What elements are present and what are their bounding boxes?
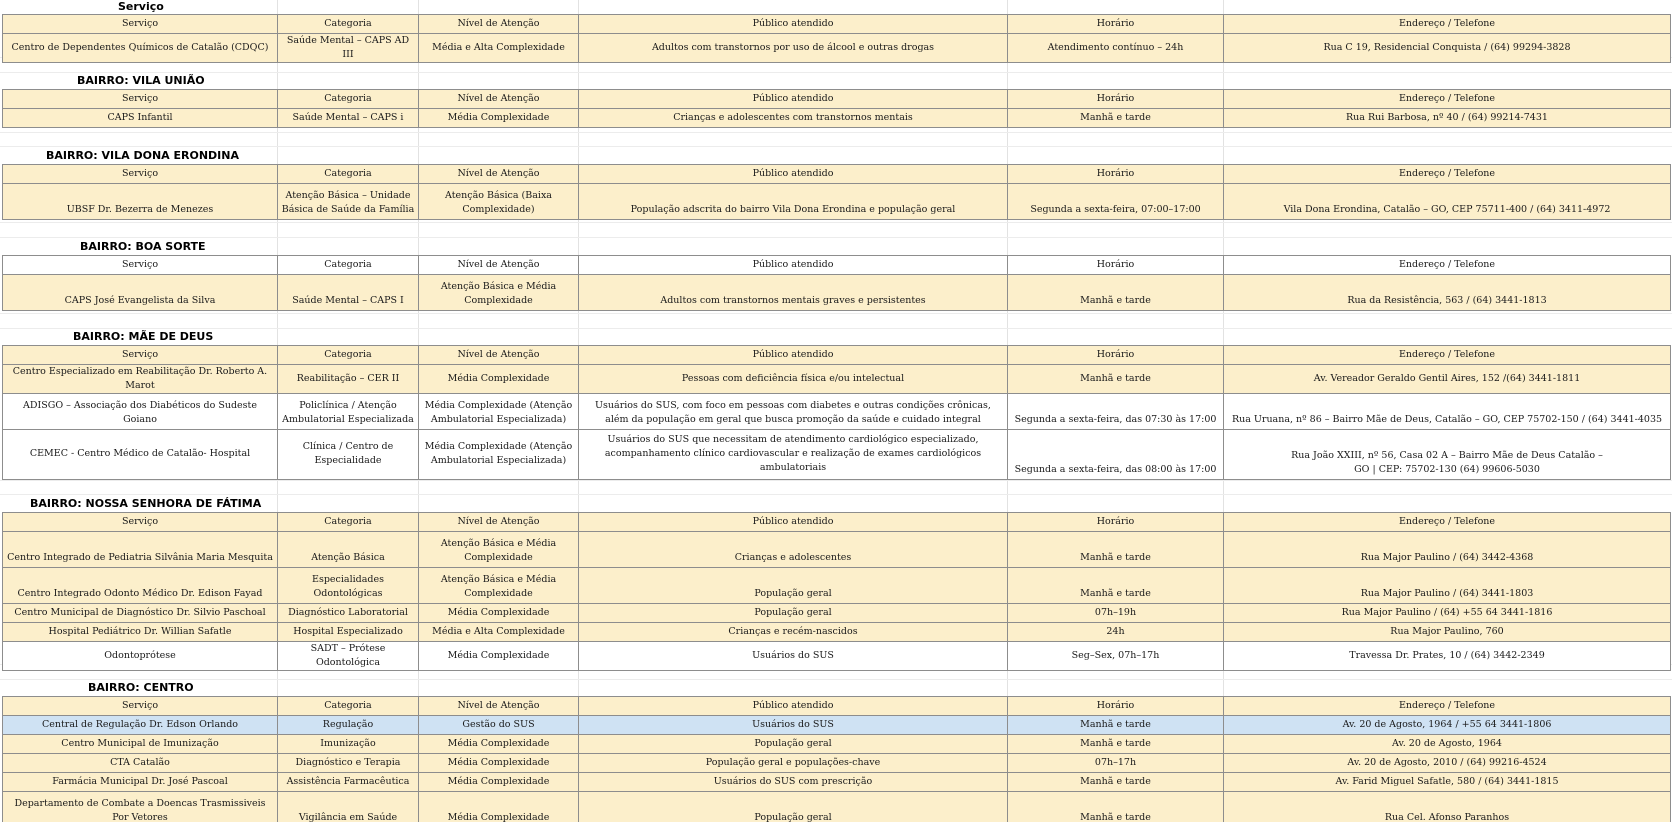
cell-servico: UBSF Dr. Bezerra de Menezes	[3, 184, 278, 220]
header-cell-endereco: Endereço / Telefone	[1224, 256, 1671, 275]
row-guide	[0, 679, 1672, 680]
cell-publico: População geral	[579, 604, 1008, 623]
cell-publico: Usuários do SUS com prescrição	[579, 773, 1008, 792]
cell-endereco: Av. Farid Miguel Safatle, 580 / (64) 3441-1815	[1224, 773, 1671, 792]
cell-endereco: Rua C 19, Residencial Conquista / (64) 99294-3828	[1224, 34, 1671, 63]
cell-publico: Usuários do SUS, com foco em pessoas com diabetes e outras condições crônicas, além da população em geral que busca promoção da saúde e cuidado integral	[579, 394, 1008, 430]
cell-horario: 07h–19h	[1008, 604, 1224, 623]
header-row	[3, 513, 1671, 532]
header-cell-servico: Serviço	[3, 697, 278, 716]
table-row	[3, 773, 1671, 792]
header-cell-categoria: Categoria	[278, 165, 419, 184]
cell-publico: Crianças e adolescentes	[579, 532, 1008, 568]
cell-publico: Adultos com transtornos mentais graves e persistentes	[579, 275, 1008, 311]
header-cell-servico: Serviço	[3, 165, 278, 184]
cell-nivel: Atenção Básica e Média Complexidade	[419, 568, 579, 604]
header-cell-horario: Horário	[1008, 697, 1224, 716]
table-row	[3, 394, 1671, 430]
cell-horario: Manhã e tarde	[1008, 568, 1224, 604]
header-cell-endereco: Endereço / Telefone	[1224, 697, 1671, 716]
services-table	[2, 512, 1671, 671]
cell-nivel: Média Complexidade	[419, 735, 579, 754]
cell-categoria: SADT – Prótese Odontológica	[278, 642, 419, 671]
header-cell-servico: Serviço	[3, 513, 278, 532]
cell-endereco: Rua Major Paulino, 760	[1224, 623, 1671, 642]
cell-servico: ADISGO – Associação dos Diabéticos do Sudeste Goiano	[3, 394, 278, 430]
header-row	[3, 15, 1671, 34]
cell-servico: Odontoprótese	[3, 642, 278, 671]
cell-horario: Manhã e tarde	[1008, 532, 1224, 568]
cell-endereco: Rua Uruana, nº 86 – Bairro Mãe de Deus, Catalão – GO, CEP 75702-150 / (64) 3441-4035	[1224, 394, 1671, 430]
cell-horario: Segunda a sexta-feira, das 07:30 às 17:00	[1008, 394, 1224, 430]
cell-servico: Departamento de Combate a Doencas Trasmissiveis Por Vetores	[3, 792, 278, 822]
table-row	[3, 792, 1671, 822]
cell-servico: Centro Especializado em Reabilitação Dr. Roberto A. Marot	[3, 365, 278, 394]
cell-nivel: Média Complexidade	[419, 109, 579, 128]
header-cell-publico: Público atendido	[579, 256, 1008, 275]
header-cell-nivel: Nível de Atenção	[419, 513, 579, 532]
header-cell-nivel: Nível de Atenção	[419, 15, 579, 34]
cell-publico[interactable]: Usuários do SUS	[579, 716, 1008, 735]
cell-categoria: Especialidades Odontológicas	[278, 568, 419, 604]
cell-horario[interactable]: Manhã e tarde	[1008, 716, 1224, 735]
header-cell-endereco: Endereço / Telefone	[1224, 513, 1671, 532]
table-row	[3, 754, 1671, 773]
cell-horario: Manhã e tarde	[1008, 365, 1224, 394]
header-cell-categoria: Categoria	[278, 90, 419, 109]
cell-categoria: Atenção Básica – Unidade Básica de Saúde da Família	[278, 184, 419, 220]
cell-horario: Atendimento contínuo – 24h	[1008, 34, 1224, 63]
cell-publico: Pessoas com deficiência física e/ou intelectual	[579, 365, 1008, 394]
cell-categoria: Policlínica / Atenção Ambulatorial Especializada	[278, 394, 419, 430]
header-cell-endereco: Endereço / Telefone	[1224, 346, 1671, 365]
cell-horario: Manhã e tarde	[1008, 735, 1224, 754]
header-cell-endereco: Endereço / Telefone	[1224, 90, 1671, 109]
header-cell-horario: Horário	[1008, 256, 1224, 275]
cell-categoria: Vigilância em Saúde	[278, 792, 419, 822]
section-title: BAIRRO: NOSSA SENHORA DE FÁTIMA	[30, 497, 262, 510]
cell-categoria: Imunização	[278, 735, 419, 754]
cell-endereco: Av. Vereador Geraldo Gentil Aires, 152 /(64) 3441-1811	[1224, 365, 1671, 394]
row-guide	[0, 480, 1672, 481]
section-title: BAIRRO: CENTRO	[88, 681, 194, 694]
cell-publico: População adscrita do bairro Vila Dona Erondina e população geral	[579, 184, 1008, 220]
cell-publico: Crianças e recém-nascidos	[579, 623, 1008, 642]
table-row-selected[interactable]	[3, 716, 1671, 735]
cell-servico: Farmácia Municipal Dr. José Pascoal	[3, 773, 278, 792]
cell-nivel: Média Complexidade	[419, 773, 579, 792]
section-title: BAIRRO: MÃE DE DEUS	[73, 330, 214, 343]
cell-endereco: Rua Rui Barbosa, nº 40 / (64) 99214-7431	[1224, 109, 1671, 128]
row-guide	[0, 222, 1672, 223]
table-row	[3, 109, 1671, 128]
header-cell-nivel: Nível de Atenção	[419, 90, 579, 109]
cell-nivel[interactable]: Gestão do SUS	[419, 716, 579, 735]
header-row	[3, 256, 1671, 275]
cell-servico: Hospital Pediátrico Dr. Willian Safatle	[3, 623, 278, 642]
cell-servico: CAPS Infantil	[3, 109, 278, 128]
header-cell-nivel: Nível de Atenção	[419, 346, 579, 365]
services-table	[2, 89, 1671, 128]
cell-categoria: Saúde Mental – CAPS AD III	[278, 34, 419, 63]
cell-publico: População geral	[579, 568, 1008, 604]
top-label: Serviço	[118, 0, 164, 13]
cell-publico: Usuários do SUS	[579, 642, 1008, 671]
header-cell-categoria: Categoria	[278, 256, 419, 275]
header-cell-servico: Serviço	[3, 346, 278, 365]
header-cell-endereco: Endereço / Telefone	[1224, 15, 1671, 34]
cell-horario: Manhã e tarde	[1008, 275, 1224, 311]
cell-publico: Crianças e adolescentes com transtornos mentais	[579, 109, 1008, 128]
section-title: BAIRRO: BOA SORTE	[80, 240, 206, 253]
services-table	[2, 345, 1671, 480]
header-cell-publico: Público atendido	[579, 513, 1008, 532]
table-row	[3, 735, 1671, 754]
cell-horario: Manhã e tarde	[1008, 773, 1224, 792]
services-table	[2, 255, 1671, 311]
cell-servico: Centro Municipal de Diagnóstico Dr. Silvio Paschoal	[3, 604, 278, 623]
table-row	[3, 430, 1671, 480]
header-cell-horario: Horário	[1008, 513, 1224, 532]
cell-categoria: Diagnóstico Laboratorial	[278, 604, 419, 623]
cell-nivel: Atenção Básica e Média Complexidade	[419, 532, 579, 568]
row-guide	[0, 313, 1672, 314]
cell-endereco: Rua Major Paulino / (64) 3441-1803	[1224, 568, 1671, 604]
cell-publico: População geral e populações-chave	[579, 754, 1008, 773]
cell-servico[interactable]: Central de Regulação Dr. Edson Orlando	[3, 716, 278, 735]
row-guide	[0, 132, 1672, 133]
cell-endereco: Rua Cel. Afonso Paranhos	[1224, 792, 1671, 822]
cell-horario: Manhã e tarde	[1008, 792, 1224, 822]
cell-nivel: Média Complexidade (Atenção Ambulatorial Especializada)	[419, 430, 579, 480]
header-cell-servico: Serviço	[3, 90, 278, 109]
header-cell-horario: Horário	[1008, 15, 1224, 34]
table-row	[3, 184, 1671, 220]
cell-servico: CAPS José Evangelista da Silva	[3, 275, 278, 311]
header-cell-publico: Público atendido	[579, 346, 1008, 365]
cell-endereco: Rua Major Paulino / (64) 3442-4368	[1224, 532, 1671, 568]
cell-nivel: Atenção Básica e Média Complexidade	[419, 275, 579, 311]
services-table	[2, 164, 1671, 220]
cell-horario: Segunda a sexta-feira, 07:00–17:00	[1008, 184, 1224, 220]
cell-horario: 24h	[1008, 623, 1224, 642]
cell-categoria: Diagnóstico e Terapia	[278, 754, 419, 773]
header-cell-publico: Público atendido	[579, 90, 1008, 109]
services-table	[2, 14, 1671, 63]
cell-publico: Usuários do SUS que necessitam de atendimento cardiológico especializado, acompanhamento clínico cardiovascular e realização de exames cardiológicos ambulatoriais	[579, 430, 1008, 480]
table-row	[3, 568, 1671, 604]
cell-endereco: Av. 20 de Agosto, 1964	[1224, 735, 1671, 754]
header-cell-horario: Horário	[1008, 346, 1224, 365]
section-title: BAIRRO: VILA DONA ERONDINA	[46, 149, 239, 162]
cell-servico: CTA Catalão	[3, 754, 278, 773]
cell-nivel: Média e Alta Complexidade	[419, 623, 579, 642]
cell-categoria: Reabilitação – CER II	[278, 365, 419, 394]
cell-horario: Manhã e tarde	[1008, 109, 1224, 128]
table-row	[3, 532, 1671, 568]
cell-horario: Segunda a sexta-feira, das 08:00 às 17:00	[1008, 430, 1224, 480]
row-guide	[0, 328, 1672, 329]
row-guide	[0, 237, 1672, 238]
cell-servico: Centro de Dependentes Químicos de Catalão (CDQC)	[3, 34, 278, 63]
cell-nivel: Média Complexidade (Atenção Ambulatorial Especializada)	[419, 394, 579, 430]
cell-servico: Centro Integrado de Pediatria Silvânia Maria Mesquita	[3, 532, 278, 568]
header-cell-publico: Público atendido	[579, 697, 1008, 716]
cell-endereco: Vila Dona Erondina, Catalão – GO, CEP 75711-400 / (64) 3411-4972	[1224, 184, 1671, 220]
header-cell-categoria: Categoria	[278, 15, 419, 34]
header-cell-servico: Serviço	[3, 15, 278, 34]
header-cell-categoria: Categoria	[278, 346, 419, 365]
cell-publico: População geral	[579, 735, 1008, 754]
header-cell-publico: Público atendido	[579, 165, 1008, 184]
cell-servico: CEMEC - Centro Médico de Catalão- Hospital	[3, 430, 278, 480]
cell-nivel: Média Complexidade	[419, 642, 579, 671]
cell-endereco: Travessa Dr. Prates, 10 / (64) 3442-2349	[1224, 642, 1671, 671]
header-cell-endereco: Endereço / Telefone	[1224, 165, 1671, 184]
cell-categoria: Clínica / Centro de Especialidade	[278, 430, 419, 480]
cell-categoria[interactable]: Regulação	[278, 716, 419, 735]
cell-endereco: Rua Major Paulino / (64) +55 64 3441-1816	[1224, 604, 1671, 623]
table-row	[3, 623, 1671, 642]
header-cell-nivel: Nível de Atenção	[419, 256, 579, 275]
cell-nivel: Média Complexidade	[419, 604, 579, 623]
header-row	[3, 90, 1671, 109]
cell-horario: Seg–Sex, 07h–17h	[1008, 642, 1224, 671]
row-guide	[0, 146, 1672, 147]
cell-servico: Centro Municipal de Imunização	[3, 735, 278, 754]
header-row	[3, 165, 1671, 184]
cell-categoria: Assistência Farmacêutica	[278, 773, 419, 792]
section-title: BAIRRO: VILA UNIÃO	[77, 74, 205, 87]
cell-nivel: Média Complexidade	[419, 365, 579, 394]
cell-categoria: Saúde Mental – CAPS I	[278, 275, 419, 311]
header-cell-categoria: Categoria	[278, 697, 419, 716]
cell-nivel: Média Complexidade	[419, 792, 579, 822]
header-cell-nivel: Nível de Atenção	[419, 165, 579, 184]
cell-nivel: Média Complexidade	[419, 754, 579, 773]
header-cell-categoria: Categoria	[278, 513, 419, 532]
cell-endereco[interactable]: Av. 20 de Agosto, 1964 / +55 64 3441-1806	[1224, 716, 1671, 735]
row-guide	[0, 72, 1672, 73]
table-row	[3, 275, 1671, 311]
cell-categoria: Atenção Básica	[278, 532, 419, 568]
cell-endereco: Rua da Resistência, 563 / (64) 3441-1813	[1224, 275, 1671, 311]
header-cell-nivel: Nível de Atenção	[419, 697, 579, 716]
cell-publico: População geral	[579, 792, 1008, 822]
cell-endereco: Rua João XXIII, nº 56, Casa 02 A – Bairro Mãe de Deus Catalão – GO | CEP: 75702-130 (64) 99606-5030	[1224, 430, 1671, 480]
cell-servico: Centro Integrado Odonto Médico Dr. Edison Fayad	[3, 568, 278, 604]
cell-endereco: Av. 20 de Agosto, 2010 / (64) 99216-4524	[1224, 754, 1671, 773]
cell-nivel: Média e Alta Complexidade	[419, 34, 579, 63]
header-cell-servico: Serviço	[3, 256, 278, 275]
cell-categoria: Hospital Especializado	[278, 623, 419, 642]
cell-publico: Adultos com transtornos por uso de álcool e outras drogas	[579, 34, 1008, 63]
table-row	[3, 604, 1671, 623]
row-guide	[0, 494, 1672, 495]
header-cell-publico: Público atendido	[579, 15, 1008, 34]
header-row	[3, 697, 1671, 716]
table-row	[3, 34, 1671, 63]
header-cell-horario: Horário	[1008, 90, 1224, 109]
table-row	[3, 642, 1671, 671]
cell-horario: 07h–17h	[1008, 754, 1224, 773]
cell-categoria: Saúde Mental – CAPS i	[278, 109, 419, 128]
cell-nivel: Atenção Básica (Baixa Complexidade)	[419, 184, 579, 220]
header-row	[3, 346, 1671, 365]
header-cell-horario: Horário	[1008, 165, 1224, 184]
table-row	[3, 365, 1671, 394]
services-table	[2, 696, 1671, 822]
